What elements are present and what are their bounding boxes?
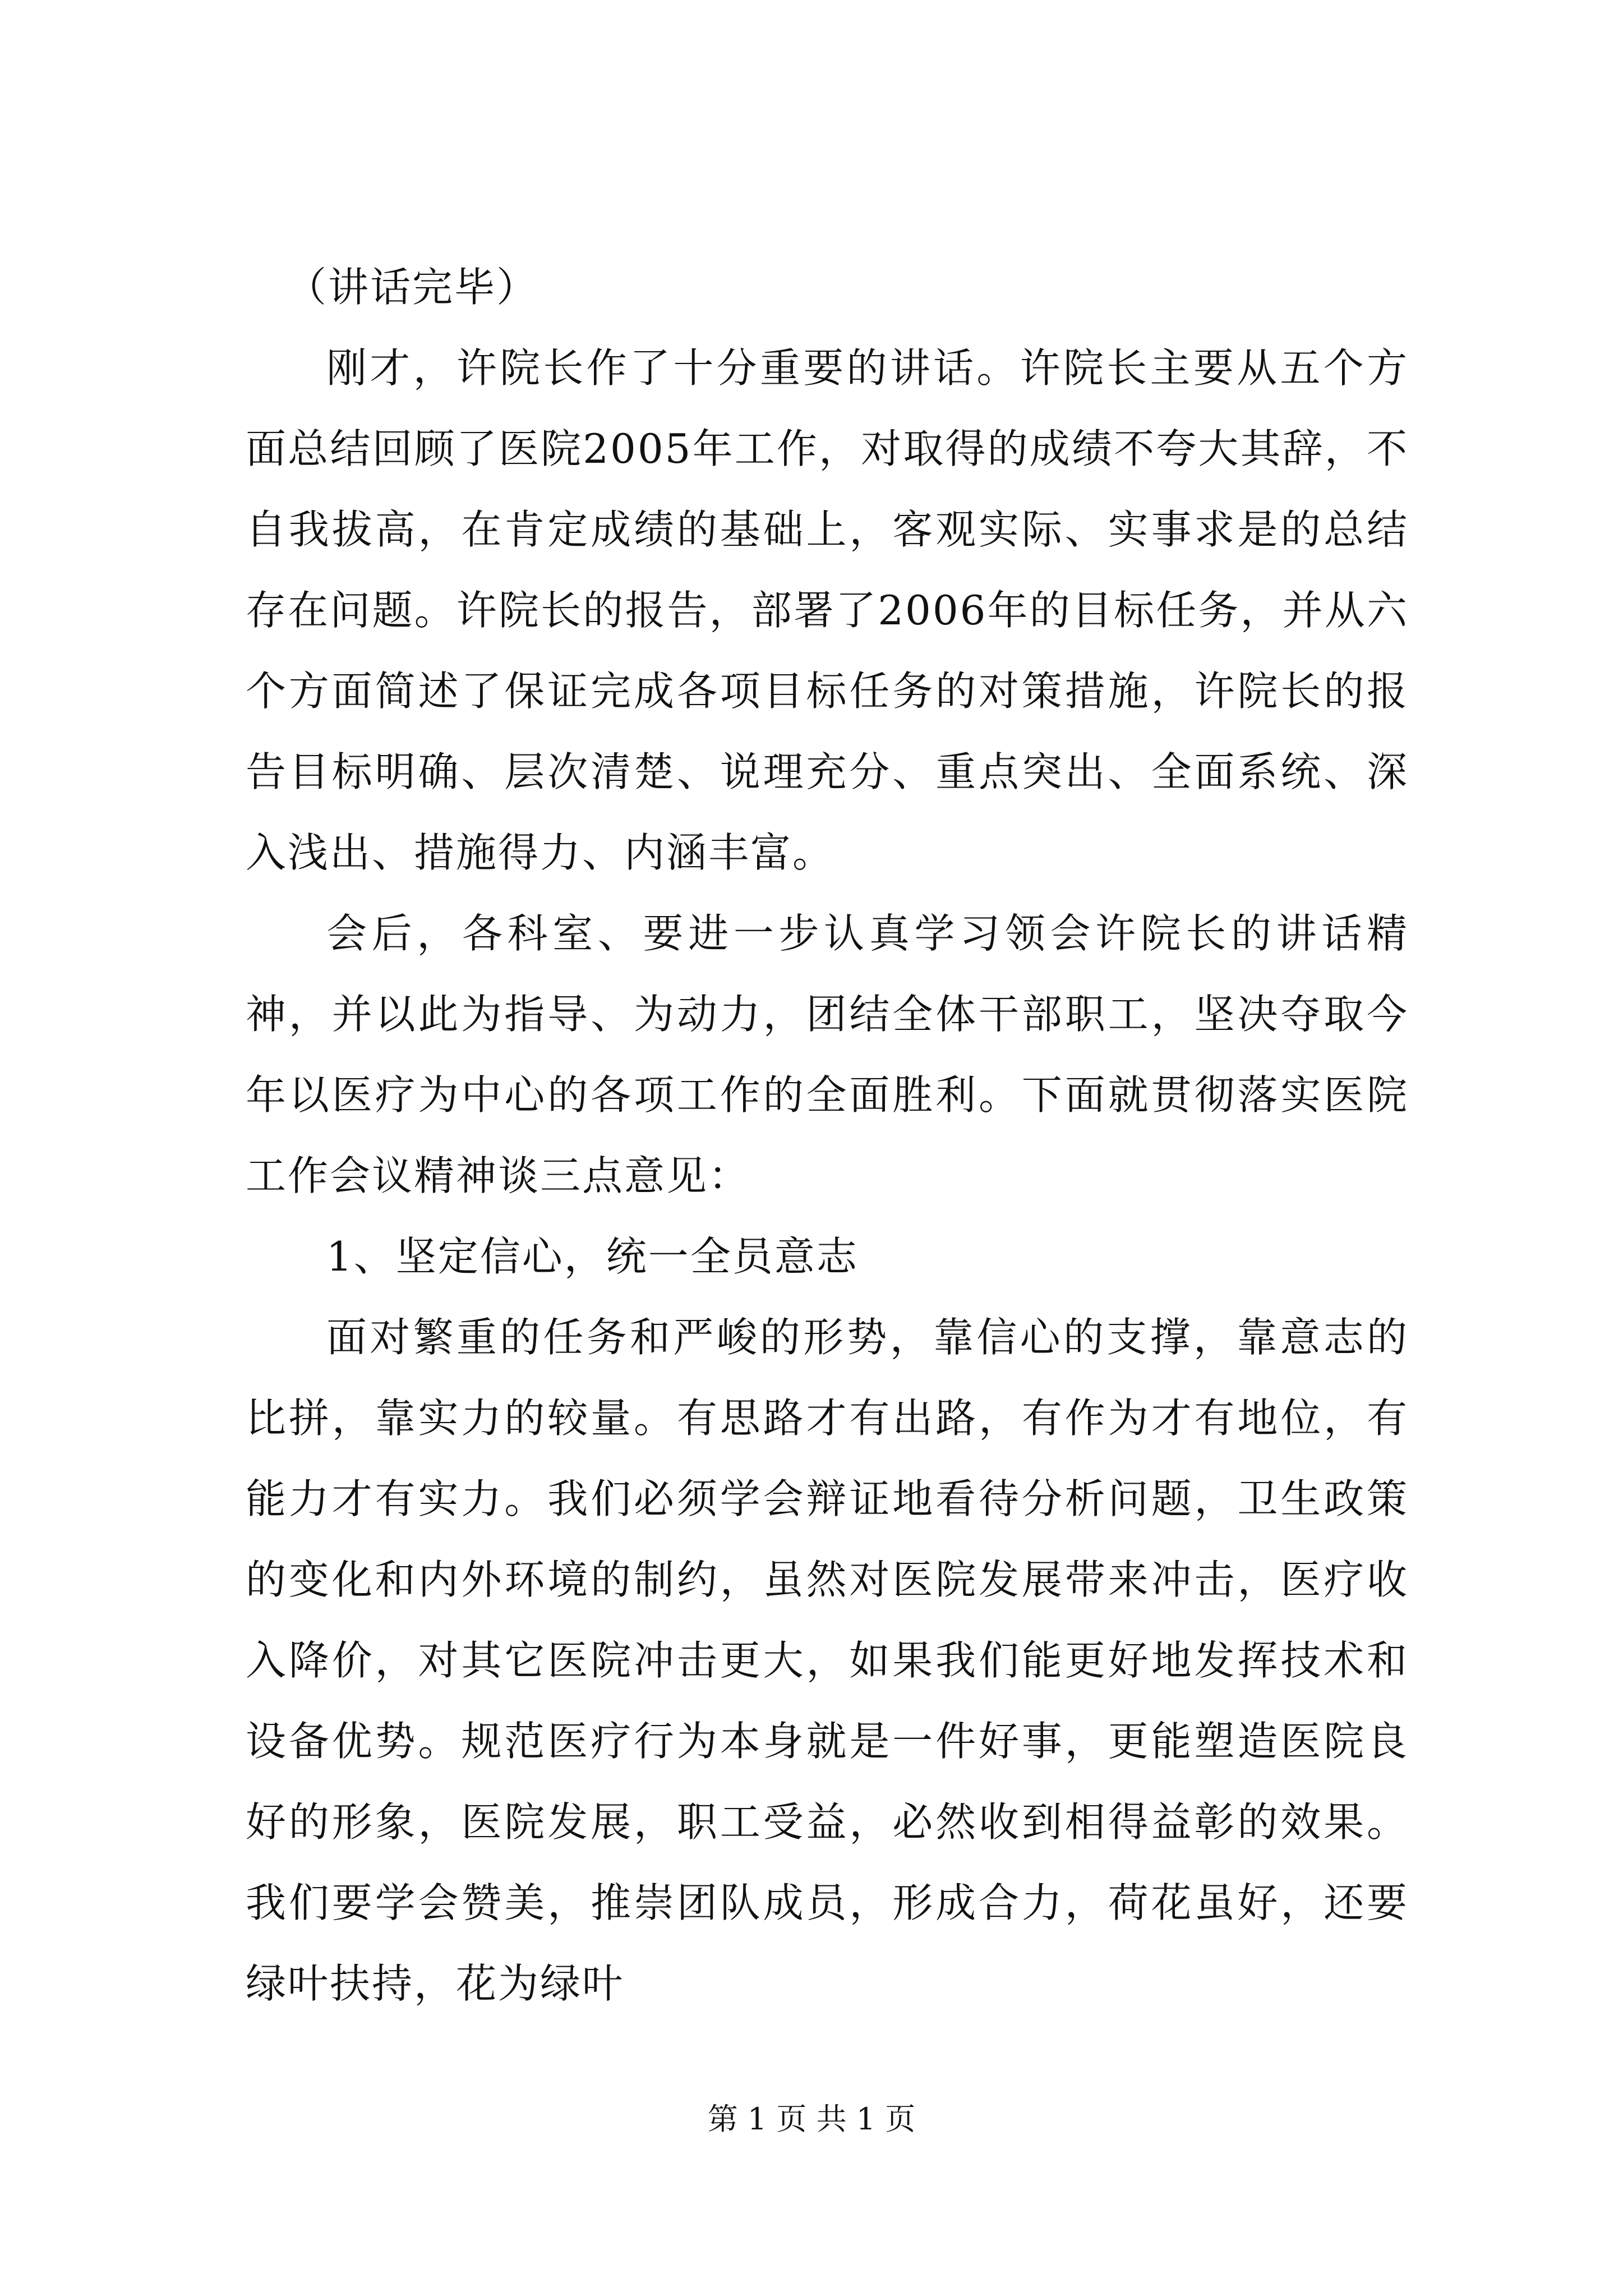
closing-remark: （讲话完毕）: [286, 264, 539, 311]
page-number-footer: 第 1 页 共 1 页: [707, 2101, 916, 2137]
paragraph-confidence: 面对繁重的任务和严峻的形势，靠信心的支撑，靠意志的比拼，靠实力的较量。有思路才有出路，有作为才有地位，有能力才有实力。我们必须学会辩证地看待分析问题，卫生政策的变化和内外环境的制约，虽然对医院发展带来冲击，医疗收入降价，对其它医院冲击更大，如果我们能更好地发挥技术和设备优势。规范医疗行为本身就是一件好事，更能塑造医院良好的形象，医院发展，职工受益，必然收到相得益彰的效果。我们要学会赞美，推崇团队成员，形成合力，荷花虽好，还要绿叶扶持，花为绿叶: [246, 1314, 1409, 2007]
document-body: [246, 247, 1409, 2024]
paragraph-summary: 刚才，许院长作了十分重要的讲话。许院长主要从五个方面总结回顾了医院2005年工作，对取得的成绩不夸大其辞，不自我拔高，在肯定成绩的基础上，客观实际、实事求是的总结存在问题。许院长的报告，部署了2006年的目标任务，并从六个方面简述了保证完成各项目标任务的对策措施，许院长的报告目标明确、层次清楚、说理充分、重点突出、全面系统、深入浅出、措施得力、内涵丰富。: [246, 344, 1409, 876]
section-heading-1: 1、坚定信心，统一全员意志: [326, 1233, 859, 1280]
paragraph-follow-up: 会后，各科室、要进一步认真学习领会许院长的讲话精神，并以此为指导、为动力，团结全体干部职工，坚决夺取今年以医疗为中心的各项工作的全面胜利。下面就贯彻落实医院工作会议精神谈三点意见：: [246, 910, 1409, 1199]
